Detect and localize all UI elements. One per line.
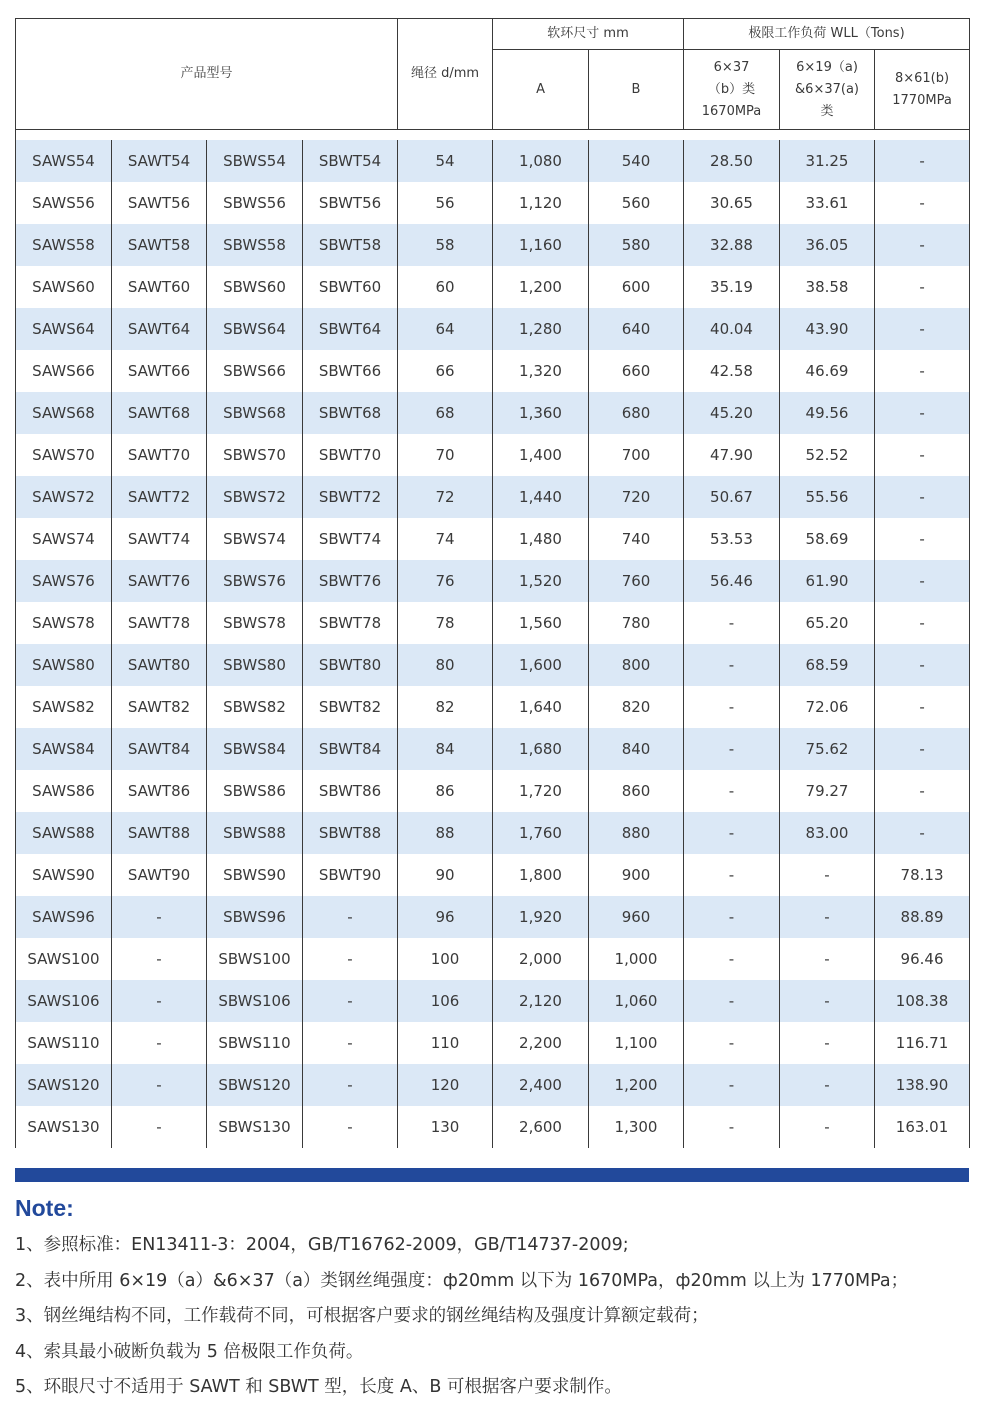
note-title: Note: [15,1195,74,1221]
cell-size-a: 1,640 [493,686,589,728]
cell-size-a: 1,080 [493,140,589,182]
header-col-b: B [589,50,684,130]
cell-model-saws: SAWS76 [16,560,112,602]
table-row [16,728,970,770]
cell-wll-6x37b: 45.20 [684,392,780,434]
cell-wll-6x19a: 75.62 [780,728,875,770]
cell-model-sawt: SAWT88 [112,812,207,854]
cell-size-a: 2,600 [493,1106,589,1148]
cell-size-b: 1,060 [589,980,684,1022]
cell-size-a: 1,120 [493,182,589,224]
cell-model-sbws: SBWS88 [207,812,303,854]
cell-model-sbws: SBWS80 [207,644,303,686]
header-col-a: A [493,50,589,130]
cell-wll-6x37b: - [684,602,780,644]
cell-size-b: 760 [589,560,684,602]
cell-model-sawt: - [112,938,207,980]
header-line: 8×61(b) [894,70,950,86]
cell-rope-diameter: 68 [398,392,493,434]
cell-rope-diameter: 54 [398,140,493,182]
spec-table [15,18,970,1148]
cell-wll-6x37b: - [684,728,780,770]
cell-model-sawt: SAWT80 [112,644,207,686]
cell-model-sbws: SBWS84 [207,728,303,770]
cell-model-sbwt: SBWT76 [303,560,398,602]
table-row [16,392,970,434]
cell-wll-6x37b: - [684,812,780,854]
cell-size-a: 2,200 [493,1022,589,1064]
cell-model-saws: SAWS58 [16,224,112,266]
cell-rope-diameter: 60 [398,266,493,308]
cell-model-sawt: SAWT56 [112,182,207,224]
table-row [16,854,970,896]
cell-wll-8x61b: - [875,224,970,266]
cell-wll-6x37b: 47.90 [684,434,780,476]
cell-model-sbwt: SBWT58 [303,224,398,266]
cell-wll-8x61b: - [875,308,970,350]
table-row [16,182,970,224]
table-row [16,896,970,938]
cell-model-sawt: SAWT68 [112,392,207,434]
cell-size-b: 880 [589,812,684,854]
cell-rope-diameter: 84 [398,728,493,770]
cell-model-sawt: SAWT70 [112,434,207,476]
cell-model-sbwt: - [303,896,398,938]
cell-wll-8x61b: - [875,644,970,686]
header-wll-6x19a [780,50,875,130]
cell-wll-8x61b: - [875,182,970,224]
cell-model-sbws: SBWS72 [207,476,303,518]
divider-bar [15,1168,969,1182]
cell-wll-6x37b: - [684,896,780,938]
cell-wll-6x37b: 30.65 [684,182,780,224]
note-item: 3、钢丝绳结构不同，工作载荷不同，可根据客户要求的钢丝绳结构及强度计算额定载荷； [15,1306,709,1326]
cell-wll-6x37b: - [684,770,780,812]
cell-model-sawt: SAWT60 [112,266,207,308]
cell-rope-diameter: 64 [398,308,493,350]
cell-model-sawt: SAWT54 [112,140,207,182]
table-row [16,1064,970,1106]
cell-wll-6x37b: - [684,980,780,1022]
cell-wll-8x61b: - [875,392,970,434]
cell-wll-6x19a: 65.20 [780,602,875,644]
cell-model-sbwt: SBWT90 [303,854,398,896]
cell-model-saws: SAWS72 [16,476,112,518]
cell-size-b: 660 [589,350,684,392]
cell-size-b: 740 [589,518,684,560]
table-row [16,644,970,686]
cell-model-saws: SAWS84 [16,728,112,770]
header-soft-ring-size: 软环尺寸 mm [493,19,684,50]
cell-wll-6x19a: 33.61 [780,182,875,224]
cell-model-saws: SAWS90 [16,854,112,896]
cell-size-a: 1,520 [493,560,589,602]
cell-wll-8x61b: - [875,140,970,182]
cell-wll-6x37b: 50.67 [684,476,780,518]
cell-model-sawt: SAWT66 [112,350,207,392]
cell-size-b: 1,100 [589,1022,684,1064]
cell-model-saws: SAWS60 [16,266,112,308]
cell-model-sbws: SBWS96 [207,896,303,938]
cell-wll-6x19a: 36.05 [780,224,875,266]
cell-size-b: 640 [589,308,684,350]
cell-size-b: 780 [589,602,684,644]
table-row [16,476,970,518]
cell-wll-6x37b: - [684,938,780,980]
cell-model-sbwt: SBWT60 [303,266,398,308]
table-body [16,140,970,1148]
cell-model-sbws: SBWS64 [207,308,303,350]
table-row [16,350,970,392]
cell-model-sbwt: SBWT54 [303,140,398,182]
table-row [16,266,970,308]
cell-model-sbwt: SBWT80 [303,644,398,686]
cell-wll-6x37b: - [684,854,780,896]
cell-model-sawt: SAWT84 [112,728,207,770]
cell-model-sbwt: SBWT64 [303,308,398,350]
cell-model-sawt: - [112,980,207,1022]
cell-wll-8x61b: 96.46 [875,938,970,980]
note-item: 5、环眼尺寸不适用于 SAWT 和 SBWT 型，长度 A、B 可根据客户要求制作。 [15,1377,622,1397]
cell-model-sawt: - [112,1106,207,1148]
cell-size-b: 700 [589,434,684,476]
cell-model-sbwt: SBWT72 [303,476,398,518]
table-row [16,140,970,182]
cell-rope-diameter: 80 [398,644,493,686]
cell-wll-8x61b: - [875,350,970,392]
cell-model-sbws: SBWS76 [207,560,303,602]
cell-model-sbwt: SBWT86 [303,770,398,812]
cell-wll-6x19a: 38.58 [780,266,875,308]
cell-size-b: 1,200 [589,1064,684,1106]
cell-model-saws: SAWS130 [16,1106,112,1148]
cell-wll-8x61b: - [875,266,970,308]
cell-size-a: 1,280 [493,308,589,350]
cell-size-b: 840 [589,728,684,770]
header-product-model: 产品型号 [16,19,398,130]
header-rope-diameter: 绳径 d/mm [398,19,493,130]
cell-rope-diameter: 56 [398,182,493,224]
table-row [16,980,970,1022]
cell-model-sbws: SBWS78 [207,602,303,644]
cell-wll-8x61b: - [875,686,970,728]
cell-wll-6x37b: - [684,1064,780,1106]
cell-wll-6x19a: 55.56 [780,476,875,518]
cell-wll-6x19a: 61.90 [780,560,875,602]
cell-wll-8x61b: - [875,560,970,602]
cell-size-a: 1,360 [493,392,589,434]
cell-model-sbwt: SBWT68 [303,392,398,434]
cell-size-a: 1,200 [493,266,589,308]
cell-size-a: 1,480 [493,518,589,560]
cell-model-sawt: SAWT78 [112,602,207,644]
cell-wll-8x61b: - [875,434,970,476]
cell-size-b: 1,000 [589,938,684,980]
table-row [16,434,970,476]
cell-model-sbws: SBWS110 [207,1022,303,1064]
cell-wll-8x61b: - [875,602,970,644]
cell-size-a: 1,560 [493,602,589,644]
cell-size-a: 1,760 [493,812,589,854]
cell-wll-8x61b: 88.89 [875,896,970,938]
cell-model-saws: SAWS74 [16,518,112,560]
cell-model-sawt: SAWT86 [112,770,207,812]
cell-rope-diameter: 120 [398,1064,493,1106]
cell-wll-6x37b: - [684,1106,780,1148]
header-wll-6x37b [684,50,780,130]
cell-rope-diameter: 58 [398,224,493,266]
cell-size-a: 1,920 [493,896,589,938]
cell-model-sawt: - [112,1022,207,1064]
cell-size-a: 2,000 [493,938,589,980]
cell-model-saws: SAWS80 [16,644,112,686]
cell-wll-6x19a: - [780,896,875,938]
cell-rope-diameter: 106 [398,980,493,1022]
table-row [16,1022,970,1064]
cell-wll-6x19a: 31.25 [780,140,875,182]
header-wll: 极限工作负荷 WLL（Tons) [684,19,970,50]
cell-model-saws: SAWS106 [16,980,112,1022]
cell-wll-8x61b: 138.90 [875,1064,970,1106]
cell-size-a: 2,120 [493,980,589,1022]
table-row [16,938,970,980]
cell-model-sbwt: SBWT88 [303,812,398,854]
cell-model-saws: SAWS120 [16,1064,112,1106]
cell-rope-diameter: 88 [398,812,493,854]
cell-model-sawt: SAWT90 [112,854,207,896]
cell-model-sbwt: SBWT66 [303,350,398,392]
table-row [16,224,970,266]
header-line: （b）类 [707,81,756,97]
cell-model-saws: SAWS78 [16,602,112,644]
cell-rope-diameter: 130 [398,1106,493,1148]
cell-wll-8x61b: 163.01 [875,1106,970,1148]
cell-wll-6x37b: - [684,644,780,686]
cell-rope-diameter: 110 [398,1022,493,1064]
cell-rope-diameter: 90 [398,854,493,896]
cell-size-b: 820 [589,686,684,728]
cell-wll-8x61b: - [875,812,970,854]
note-item: 2、表中所用 6×19（a）&6×37（a）类钢丝绳强度：ф20mm 以下为 1670MPa，ф20mm 以上为 1770MPa； [15,1270,909,1291]
table-row [16,812,970,854]
cell-rope-diameter: 82 [398,686,493,728]
cell-wll-6x37b: 35.19 [684,266,780,308]
cell-model-sawt: SAWT82 [112,686,207,728]
cell-model-sbws: SBWS86 [207,770,303,812]
cell-wll-6x37b: 28.50 [684,140,780,182]
cell-model-sawt: SAWT74 [112,518,207,560]
cell-model-sbws: SBWS54 [207,140,303,182]
cell-size-a: 2,400 [493,1064,589,1106]
cell-model-sbws: SBWS82 [207,686,303,728]
cell-model-saws: SAWS68 [16,392,112,434]
cell-model-sbws: SBWS90 [207,854,303,896]
cell-model-saws: SAWS96 [16,896,112,938]
cell-model-saws: SAWS100 [16,938,112,980]
cell-rope-diameter: 96 [398,896,493,938]
cell-size-a: 1,800 [493,854,589,896]
cell-model-saws: SAWS56 [16,182,112,224]
cell-model-sbws: SBWS70 [207,434,303,476]
cell-model-sbws: SBWS106 [207,980,303,1022]
cell-model-sawt: SAWT72 [112,476,207,518]
header-line: 6×37 [713,59,750,75]
cell-rope-diameter: 78 [398,602,493,644]
cell-model-saws: SAWS54 [16,140,112,182]
cell-model-sbwt: SBWT84 [303,728,398,770]
cell-rope-diameter: 74 [398,518,493,560]
cell-model-sawt: SAWT64 [112,308,207,350]
cell-model-sbwt: - [303,1064,398,1106]
cell-model-sbwt: - [303,1106,398,1148]
cell-size-a: 1,160 [493,224,589,266]
cell-model-sawt: SAWT58 [112,224,207,266]
cell-model-sawt: SAWT76 [112,560,207,602]
table-row [16,686,970,728]
cell-wll-6x19a: - [780,938,875,980]
cell-wll-6x37b: - [684,686,780,728]
cell-model-sbws: SBWS60 [207,266,303,308]
cell-model-sbwt: - [303,1022,398,1064]
cell-wll-6x37b: 40.04 [684,308,780,350]
cell-size-b: 560 [589,182,684,224]
cell-size-a: 1,720 [493,770,589,812]
header-line: 1770MPa [892,92,952,108]
cell-model-saws: SAWS70 [16,434,112,476]
cell-wll-6x19a: - [780,1106,875,1148]
cell-size-b: 680 [589,392,684,434]
cell-wll-6x37b: 32.88 [684,224,780,266]
cell-wll-6x19a: 68.59 [780,644,875,686]
cell-model-sbws: SBWS66 [207,350,303,392]
cell-model-saws: SAWS86 [16,770,112,812]
cell-size-a: 1,680 [493,728,589,770]
cell-wll-6x19a: - [780,854,875,896]
cell-rope-diameter: 70 [398,434,493,476]
cell-wll-6x37b: 53.53 [684,518,780,560]
notes-list [15,1228,985,1406]
cell-size-b: 800 [589,644,684,686]
cell-model-sbwt: SBWT70 [303,434,398,476]
table-row [16,518,970,560]
cell-model-sbwt: SBWT74 [303,518,398,560]
cell-model-sbws: SBWS68 [207,392,303,434]
cell-wll-8x61b: - [875,770,970,812]
table-row [16,560,970,602]
cell-model-sbwt: - [303,980,398,1022]
cell-model-saws: SAWS88 [16,812,112,854]
cell-wll-8x61b: - [875,518,970,560]
header-line: 6×19（a) [796,59,858,75]
cell-model-saws: SAWS64 [16,308,112,350]
cell-wll-6x37b: 42.58 [684,350,780,392]
header-line: 类 [820,103,834,119]
cell-size-a: 1,440 [493,476,589,518]
cell-size-b: 960 [589,896,684,938]
note-item: 4、索具最小破断负载为 5 倍极限工作负荷。 [15,1341,364,1362]
cell-model-sbws: SBWS100 [207,938,303,980]
header-spacer [16,130,970,141]
cell-model-sawt: - [112,1064,207,1106]
cell-rope-diameter: 76 [398,560,493,602]
cell-model-sbwt: SBWT78 [303,602,398,644]
table-row [16,308,970,350]
cell-model-saws: SAWS110 [16,1022,112,1064]
cell-wll-8x61b: - [875,728,970,770]
cell-wll-8x61b: - [875,476,970,518]
note-item: 1、参照标准：EN13411-3：2004，GB/T16762-2009，GB/T14737-2009; [15,1235,629,1255]
cell-wll-6x19a: 58.69 [780,518,875,560]
cell-wll-8x61b: 108.38 [875,980,970,1022]
cell-size-b: 1,300 [589,1106,684,1148]
cell-size-b: 860 [589,770,684,812]
cell-wll-6x19a: - [780,980,875,1022]
cell-wll-6x37b: - [684,1022,780,1064]
cell-model-sbws: SBWS120 [207,1064,303,1106]
cell-size-b: 580 [589,224,684,266]
cell-model-sbwt: SBWT56 [303,182,398,224]
table-row [16,770,970,812]
cell-wll-6x19a: 46.69 [780,350,875,392]
cell-size-b: 900 [589,854,684,896]
cell-rope-diameter: 86 [398,770,493,812]
cell-wll-8x61b: 78.13 [875,854,970,896]
cell-rope-diameter: 100 [398,938,493,980]
cell-size-a: 1,400 [493,434,589,476]
cell-size-b: 540 [589,140,684,182]
cell-rope-diameter: 66 [398,350,493,392]
cell-wll-6x19a: 79.27 [780,770,875,812]
cell-wll-6x19a: 52.52 [780,434,875,476]
cell-model-sbwt: - [303,938,398,980]
table-row [16,1106,970,1148]
cell-wll-6x37b: 56.46 [684,560,780,602]
cell-wll-8x61b: 116.71 [875,1022,970,1064]
cell-wll-6x19a: 43.90 [780,308,875,350]
cell-model-sbws: SBWS130 [207,1106,303,1148]
cell-rope-diameter: 72 [398,476,493,518]
cell-model-sbwt: SBWT82 [303,686,398,728]
cell-size-b: 720 [589,476,684,518]
cell-wll-6x19a: 49.56 [780,392,875,434]
header-line: &6×37(a) [795,81,859,97]
table-row [16,602,970,644]
cell-model-sbws: SBWS58 [207,224,303,266]
cell-wll-6x19a: 72.06 [780,686,875,728]
header-line: 1670MPa [701,103,762,119]
cell-model-sawt: - [112,896,207,938]
cell-size-a: 1,320 [493,350,589,392]
cell-model-saws: SAWS66 [16,350,112,392]
cell-size-b: 600 [589,266,684,308]
cell-wll-6x19a: - [780,1022,875,1064]
cell-wll-6x19a: 83.00 [780,812,875,854]
cell-model-sbws: SBWS74 [207,518,303,560]
cell-wll-6x19a: - [780,1064,875,1106]
cell-model-saws: SAWS82 [16,686,112,728]
cell-model-sbws: SBWS56 [207,182,303,224]
cell-size-a: 1,600 [493,644,589,686]
header-wll-8x61b [875,50,970,130]
